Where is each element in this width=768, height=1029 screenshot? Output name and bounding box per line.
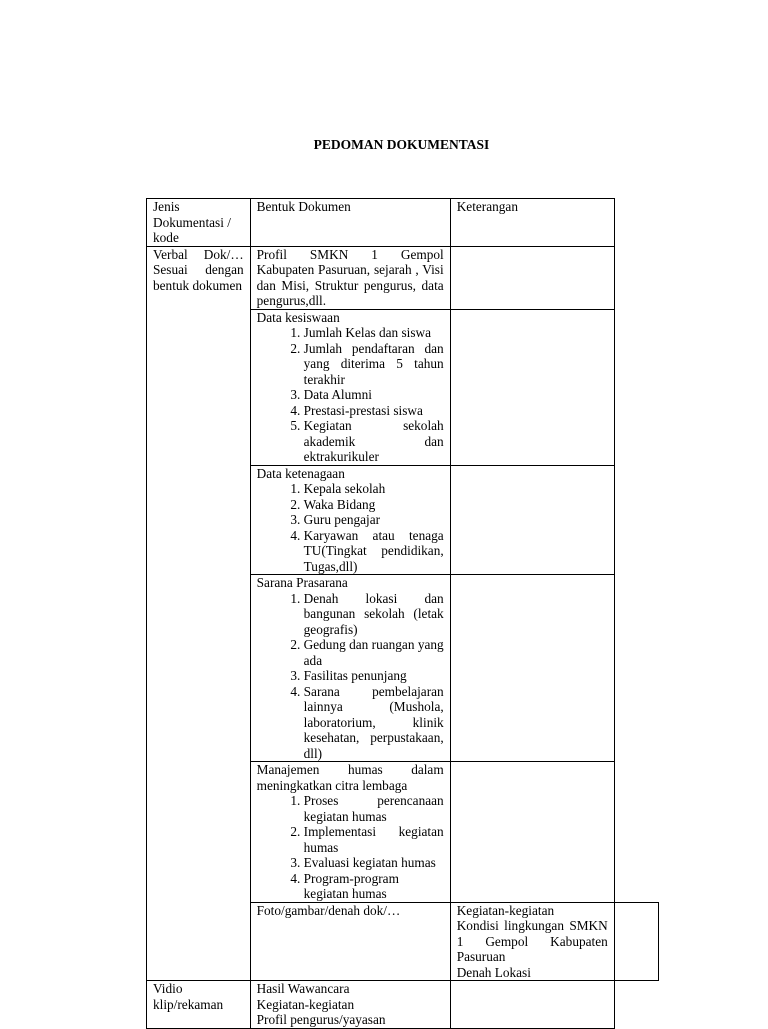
sarana-list [257, 591, 444, 762]
list-item: 3. Fasilitas penunjang [304, 668, 444, 684]
kesiswaan-heading: Data kesiswaan [256, 309, 340, 325]
document-title: PEDOMAN DOKUMENTASI [313, 137, 490, 152]
list-item: 1. Jumlah Kelas dan siswa [304, 325, 444, 341]
humas-cell [250, 762, 450, 903]
kesiswaan-list [257, 325, 444, 465]
table-row [147, 246, 659, 309]
list-item: 4. Prestasi-prestasi siswa [304, 403, 444, 419]
foto-line: Denah Lokasi [456, 964, 531, 980]
vidio-line: Kegiatan-kegiatan [256, 996, 355, 1012]
vidio-label: Vidio klip/rekaman [147, 981, 251, 1029]
list-item: 2. Jumlah pendaftaran dan yang diterima 5 tahun terakhir [304, 341, 444, 388]
list-item: 1. Proses perencanaan kegiatan humas [304, 793, 444, 824]
keterangan-cell [450, 762, 614, 903]
list-item: 1. Kepala sekolah [304, 481, 444, 497]
table-row [147, 981, 659, 1029]
vidio-cell [250, 981, 450, 1029]
header-keterangan: Keterangan [450, 199, 614, 247]
list-item: 4. Program-program kegiatan humas [304, 871, 444, 902]
keterangan-cell [614, 902, 658, 981]
list-item: 1. Denah lokasi dan bangunan sekolah (letak geografis) [304, 591, 444, 638]
keterangan-cell [450, 575, 614, 762]
list-item: 3. Evaluasi kegiatan humas [304, 855, 444, 871]
list-item: 2. Waka Bidang [304, 497, 444, 513]
sarana-heading: Sarana Prasarana [256, 575, 348, 590]
kesiswaan-cell [250, 309, 450, 465]
keterangan-cell [450, 465, 614, 575]
list-item: 4. Karyawan atau tenaga TU(Tingkat pendidikan, Tugas,dll) [304, 528, 444, 575]
foto-line: Kondisi lingkungan SMKN 1 Gempol Kabupaten Pasuruan [456, 918, 608, 964]
list-item: 3. Guru pengajar [304, 512, 444, 528]
list-item: 2. Gedung dan ruangan yang ada [304, 637, 444, 668]
keterangan-cell [450, 981, 614, 1029]
foto-line: Kegiatan-kegiatan [456, 902, 555, 918]
profil-cell: Profil SMKN 1 Gempol Kabupaten Pasuruan, sejarah , Visi dan Misi, Struktur pengurus, data pengurus,dll. [250, 246, 450, 309]
keterangan-cell [450, 309, 614, 465]
foto-label: Foto/gambar/denah dok/… [250, 902, 450, 981]
list-item: 2. Implementasi kegiatan humas [304, 824, 444, 855]
list-item: 3. Data Alumni [304, 387, 444, 403]
table-header-row [147, 199, 659, 247]
keterangan-cell [450, 246, 614, 309]
header-bentuk: Bentuk Dokumen [250, 199, 450, 247]
vidio-line: Hasil Wawancara [256, 981, 350, 996]
ketenagaan-heading: Data ketenagaan [256, 465, 345, 481]
verbal-label: Verbal Dok/… Sesuai dengan bentuk dokumen [147, 246, 251, 981]
vidio-line: Profil pengurus/yayasan [256, 1012, 386, 1027]
sarana-cell [250, 575, 450, 762]
foto-cell [450, 902, 614, 981]
humas-heading: Manajemen humas dalam meningkatkan citra lembaga [256, 762, 444, 793]
header-jenis: Jenis Dokumentasi / kode [147, 199, 251, 247]
ketenagaan-list [257, 481, 444, 574]
documentation-table [146, 198, 659, 1029]
humas-list [257, 793, 444, 902]
list-item: 4. Sarana pembelajaran lainnya (Mushola, laboratorium, klinik kesehatan, perpustakaan, dll) [304, 684, 444, 762]
ketenagaan-cell [250, 465, 450, 575]
list-item: 5. Kegiatan sekolah akademik dan ektrakurikuler [304, 418, 444, 465]
